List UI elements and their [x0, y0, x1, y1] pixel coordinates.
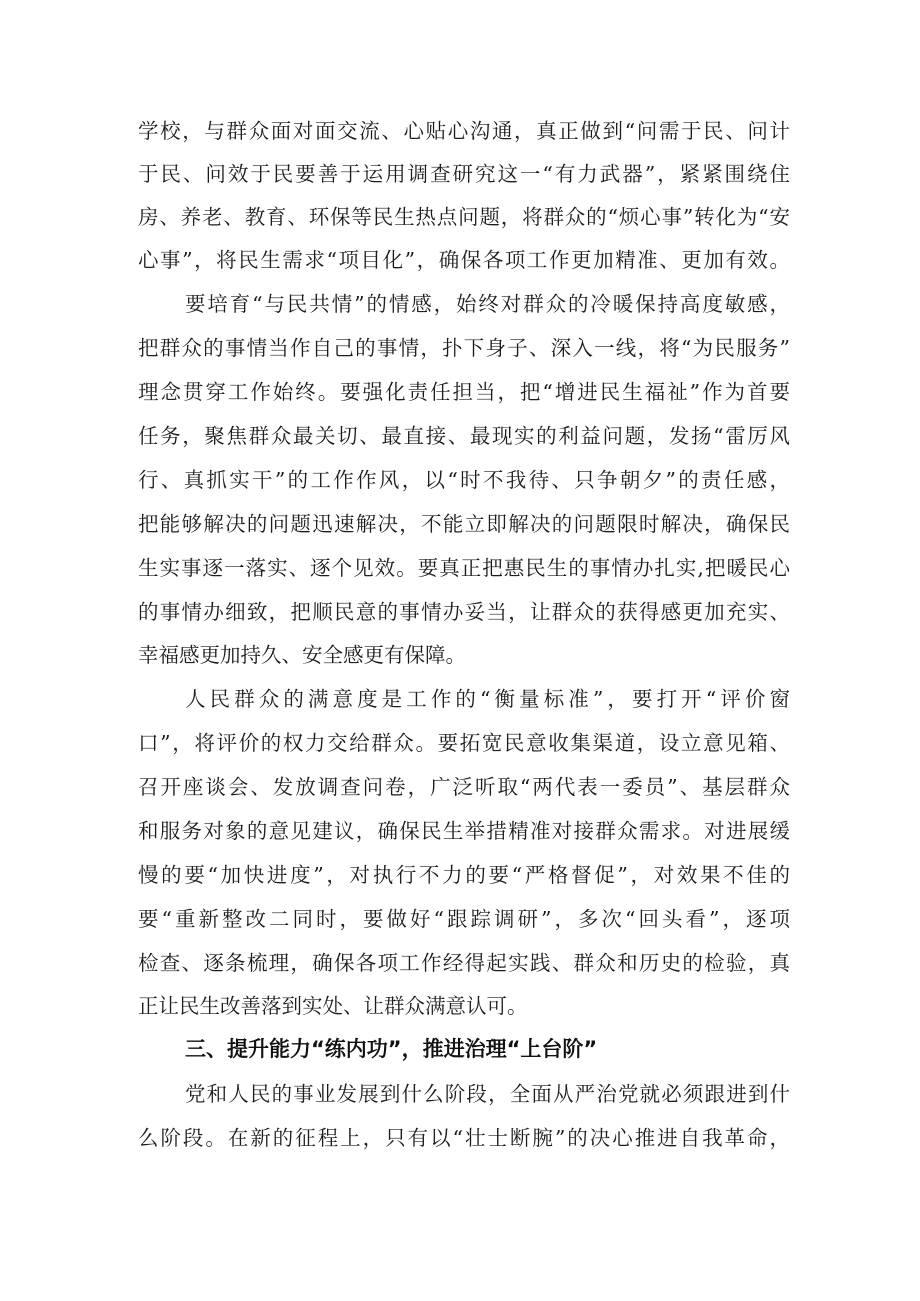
paragraph-2-line-1: 要培育“与民共情”的情感，始终对群众的冷暖保持高度敏感， — [185, 292, 790, 316]
closing-paragraph-line-2: 么阶段。在新的征程上，只有以“壮士断腕”的决心推进自我革命， — [138, 1126, 790, 1150]
paragraph-1-line-4: 心事”，将民生需求“项目化”，确保各项工作更加精准、更加有效。 — [138, 248, 790, 272]
paragraph-1-line-3: 房、养老、教育、环保等民生热点问题，将群众的“烦心事”转化为“安 — [138, 205, 790, 229]
paragraph-2-line-3: 理念贯穿工作始终。要强化责任担当，把“增进民生福祉”作为首要 — [138, 380, 790, 404]
paragraph-3-line-5: 慢的要“加快进度”，对执行不力的要“严格督促”，对效果不佳的 — [138, 863, 790, 887]
paragraph-3-line-1: 人民群众的满意度是工作的“衡量标准”，要打开“评价窗 — [185, 687, 790, 711]
paragraph-2-line-7: 生实事逐一落实、逐个见效。要真正把惠民生的事情办扎实,把暖民心 — [138, 556, 790, 580]
paragraph-3-line-3: 召开座谈会、发放调查问卷，广泛听取“两代表一委员”、基层群众 — [138, 775, 790, 799]
paragraph-1-line-1: 学校，与群众面对面交流、心贴心沟通，真正做到“问需于民、问计 — [138, 119, 790, 143]
paragraph-3-line-4: 和服务对象的意见建议，确保民生举措精准对接群众需求。对进展缓 — [138, 819, 790, 843]
paragraph-3-line-7: 检查、逐条梳理，确保各项工作经得起实践、群众和历史的检验，真 — [138, 951, 790, 975]
paragraph-2-line-8: 的事情办细致，把顺民意的事情办妥当，让群众的获得感更加充实、 — [138, 600, 790, 624]
paragraph-3-line-8: 正让民生改善落到实处、让群众满意认可。 — [138, 994, 528, 1018]
paragraph-2-line-4: 任务，聚焦群众最关切、最直接、最现实的利益问题，发扬“雷厉风 — [138, 424, 790, 448]
paragraph-3-line-6: 要“重新整改二同时，要做好“跟踪调研”，多次“回头看”，逐项 — [138, 907, 790, 931]
paragraph-2-line-5: 行、真抓实干”的工作作风，以“时不我待、只争朝夕”的责任感， — [138, 468, 790, 492]
paragraph-2-line-2: 把群众的事情当作自己的事情，扑下身子、深入一线，将“为民服务” — [138, 336, 790, 360]
paragraph-2-line-6: 把能够解决的问题迅速解决，不能立即解决的问题限时解决，确保民 — [138, 512, 790, 536]
paragraph-2-line-9: 幸福感更加持久、安全感更有保障。 — [138, 643, 466, 667]
section-heading: 三、提升能力“练内功”，推进治理“上台阶” — [185, 1037, 598, 1061]
paragraph-3-line-2: 口”，将评价的权力交给群众。要拓宽民意收集渠道，设立意见箱、 — [138, 731, 790, 755]
paragraph-1-line-2: 于民、问效于民要善于运用调查研究这一“有力武器”，紧紧围绕住 — [138, 162, 790, 186]
closing-paragraph-line-1: 党和人民的事业发展到什么阶段，全面从严治党就必须跟进到什 — [185, 1082, 790, 1106]
